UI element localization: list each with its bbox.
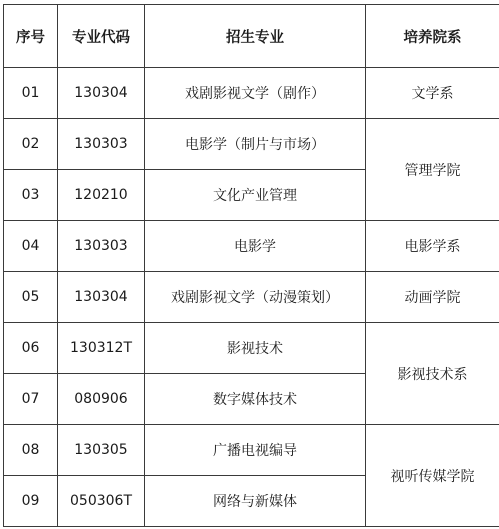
code-cell: 130305 [58, 425, 145, 476]
code-cell: 120210 [58, 170, 145, 221]
table-body [4, 68, 499, 527]
header-program: 招生专业 [145, 5, 366, 68]
code-cell: 130304 [58, 272, 145, 323]
table-row [4, 323, 499, 374]
code-cell: 130304 [58, 68, 145, 119]
header-code: 专业代码 [58, 5, 145, 68]
program-cell: 戏剧影视文学（剧作） [145, 68, 366, 119]
department-cell: 动画学院 [366, 272, 499, 323]
header-department: 培养院系 [366, 5, 499, 68]
code-cell: 050306T [58, 476, 145, 527]
seq-cell: 09 [4, 476, 58, 527]
seq-cell: 08 [4, 425, 58, 476]
code-cell: 130303 [58, 119, 145, 170]
header-seq: 序号 [4, 5, 58, 68]
table-row [4, 221, 499, 272]
department-cell: 文学系 [366, 68, 499, 119]
program-cell: 戏剧影视文学（动漫策划） [145, 272, 366, 323]
table-header [4, 5, 499, 68]
table-row [4, 68, 499, 119]
table-row [4, 119, 499, 170]
seq-cell: 05 [4, 272, 58, 323]
seq-cell: 06 [4, 323, 58, 374]
table-row [4, 272, 499, 323]
department-cell: 管理学院 [366, 119, 499, 221]
seq-cell: 07 [4, 374, 58, 425]
department-cell: 影视技术系 [366, 323, 499, 425]
program-cell: 影视技术 [145, 323, 366, 374]
code-cell: 080906 [58, 374, 145, 425]
department-cell: 电影学系 [366, 221, 499, 272]
seq-cell: 02 [4, 119, 58, 170]
program-cell: 网络与新媒体 [145, 476, 366, 527]
program-cell: 电影学 [145, 221, 366, 272]
program-cell: 数字媒体技术 [145, 374, 366, 425]
seq-cell: 03 [4, 170, 58, 221]
majors-table [3, 4, 499, 527]
table-row [4, 425, 499, 476]
program-cell: 广播电视编导 [145, 425, 366, 476]
header-row [4, 5, 499, 68]
code-cell: 130303 [58, 221, 145, 272]
seq-cell: 01 [4, 68, 58, 119]
program-cell: 文化产业管理 [145, 170, 366, 221]
seq-cell: 04 [4, 221, 58, 272]
code-cell: 130312T [58, 323, 145, 374]
department-cell: 视听传媒学院 [366, 425, 499, 527]
program-cell: 电影学（制片与市场） [145, 119, 366, 170]
